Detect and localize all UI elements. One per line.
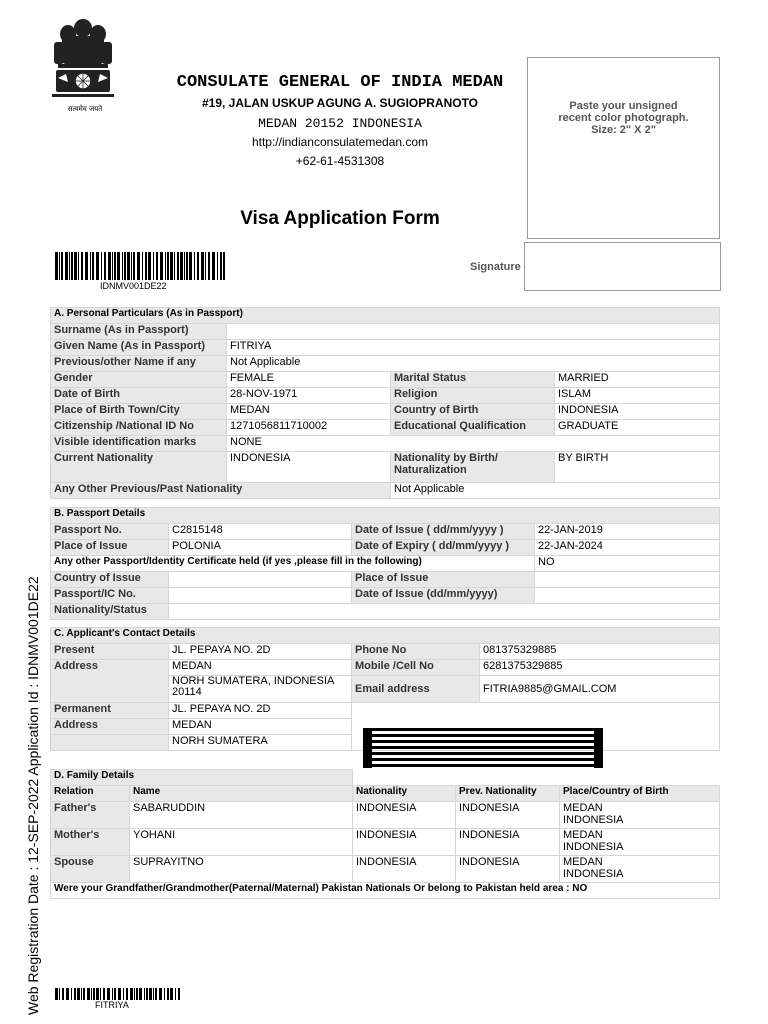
section-b-heading: B. Passport Details xyxy=(51,508,720,524)
prev-nationality-cell: INDONESIA xyxy=(456,856,560,883)
relation-cell: Mother's xyxy=(51,829,130,856)
col-name: Name xyxy=(130,786,353,802)
present-label: Present xyxy=(51,644,169,660)
perm-address-label: Address xyxy=(51,719,169,735)
pakistan-question: Were your Grandfather/Grandmother(Paternal/Maternal) Pakistan Nationals Or belong to Pakistan held area : NO xyxy=(51,883,720,899)
marks-label: Visible identification marks xyxy=(51,436,227,452)
passport-no-label: Passport No. xyxy=(51,524,169,540)
place-of-issue-label: Place of Issue xyxy=(51,540,169,556)
perm-address-blank xyxy=(51,735,169,751)
gender-label: Gender xyxy=(51,372,227,388)
previous-name-value: Not Applicable xyxy=(227,356,720,372)
place-of-issue-value: POLONIA xyxy=(169,540,352,556)
other-nationality-value: Not Applicable xyxy=(391,483,720,499)
passport-ic-value xyxy=(169,588,352,604)
date-of-issue-2-label: Date of Issue (dd/mm/yyyy) xyxy=(352,588,535,604)
name-cell: SUPRAYITNO xyxy=(130,856,353,883)
passport-details-table xyxy=(50,507,720,620)
pob-label: Place of Birth Town/City xyxy=(51,404,227,420)
name-cell: YOHANI xyxy=(130,829,353,856)
cob-label: Country of Birth xyxy=(391,404,555,420)
present-line1: JL. PEPAYA NO. 2D xyxy=(169,644,352,660)
table-row xyxy=(51,856,720,883)
email-label: Email address xyxy=(352,676,480,703)
nationality-status-value xyxy=(169,604,720,620)
given-name-value: FITRIYA xyxy=(227,340,720,356)
previous-name-label: Previous/other Name if any xyxy=(51,356,227,372)
consulate-city: MEDAN 20152 INDONESIA xyxy=(258,116,422,131)
phone-value: 081375329885 xyxy=(480,644,720,660)
marital-label: Marital Status xyxy=(391,372,555,388)
passport-no-value: C2815148 xyxy=(169,524,352,540)
section-a-heading: A. Personal Particulars (As in Passport) xyxy=(51,308,720,324)
place-cell: MEDAN INDONESIA xyxy=(560,802,720,829)
mobile-value: 6281375329885 xyxy=(480,660,720,676)
present-line3-4: NORH SUMATERA, INDONESIA 20114 xyxy=(169,676,352,703)
application-barcode xyxy=(55,252,225,280)
personal-particulars-table xyxy=(50,307,720,499)
given-name-label: Given Name (As in Passport) xyxy=(51,340,227,356)
country-of-issue-value xyxy=(169,572,352,588)
date-of-issue-value: 22-JAN-2019 xyxy=(535,524,720,540)
place-cell: MEDAN INDONESIA xyxy=(560,829,720,856)
perm-line1: JL. PEPAYA NO. 2D xyxy=(169,703,352,719)
nat-by-label: Nationality by Birth/ Naturalization xyxy=(391,452,555,483)
pob-value: MEDAN xyxy=(227,404,391,420)
consulate-title: CONSULATE GENERAL OF INDIA MEDAN xyxy=(176,73,504,92)
photo-box xyxy=(527,57,720,239)
other-passport-question: Any other Passport/Identity Certificate held (if yes ,please fill in the following) xyxy=(51,556,535,572)
relation-cell: Spouse xyxy=(51,856,130,883)
date-of-expiry-value: 22-JAN-2024 xyxy=(535,540,720,556)
col-place-of-birth: Place/Country of Birth xyxy=(560,786,720,802)
consulate-phone: +62-61-4531308 xyxy=(295,154,385,168)
permanent-label: Permanent xyxy=(51,703,169,719)
religion-label: Religion xyxy=(391,388,555,404)
email-value: FITRIA9885@GMAIL.COM xyxy=(480,676,720,703)
mobile-label: Mobile /Cell No xyxy=(352,660,480,676)
col-relation: Relation xyxy=(51,786,130,802)
consulate-address: #19, JALAN USKUP AGUNG A. SUGIOPRANOTO xyxy=(201,96,479,110)
data-barcode xyxy=(363,728,603,768)
nationality-label: Current Nationality xyxy=(51,452,227,483)
phone-label: Phone No xyxy=(352,644,480,660)
photo-instructions: Paste your unsigned recent color photograph. Size: 2" X 2" xyxy=(558,100,689,136)
place-of-issue-2-label: Place of Issue xyxy=(352,572,535,588)
date-of-expiry-label: Date of Expiry ( dd/mm/yyyy ) xyxy=(352,540,535,556)
religion-value: ISLAM xyxy=(555,388,720,404)
signature-box xyxy=(524,242,721,291)
prev-nationality-cell: INDONESIA xyxy=(456,829,560,856)
place-cell: MEDAN INDONESIA xyxy=(560,856,720,883)
country-of-issue-label: Country of Issue xyxy=(51,572,169,588)
table-row xyxy=(51,829,720,856)
national-id-value: 1271056811710002 xyxy=(227,420,391,436)
col-prev-nationality: Prev. Nationality xyxy=(456,786,560,802)
nationality-status-label: Nationality/Status xyxy=(51,604,169,620)
barcode-label: IDNMV001DE22 xyxy=(100,281,167,291)
consulate-url[interactable]: http://indianconsulatemedan.com xyxy=(251,135,429,149)
ashoka-emblem-icon xyxy=(48,14,118,118)
education-value: GRADUATE xyxy=(555,420,720,436)
perm-line3: NORH SUMATERA xyxy=(169,735,352,751)
address-label: Address xyxy=(51,660,169,703)
cob-value: INDONESIA xyxy=(555,404,720,420)
dob-value: 28-NOV-1971 xyxy=(227,388,391,404)
present-line2: MEDAN xyxy=(169,660,352,676)
prev-nationality-cell: INDONESIA xyxy=(456,802,560,829)
marks-value: NONE xyxy=(227,436,720,452)
dob-label: Date of Birth xyxy=(51,388,227,404)
date-of-issue-2-value xyxy=(535,588,720,604)
family-details-table xyxy=(50,769,720,899)
gender-value: FEMALE xyxy=(227,372,391,388)
other-passport-answer: NO xyxy=(535,556,720,572)
nationality-cell: INDONESIA xyxy=(353,856,456,883)
national-id-label: Citizenship /National ID No xyxy=(51,420,227,436)
side-registration-text: Web Registration Date : 12-SEP-2022 Application Id : IDNMV001DE22 xyxy=(25,576,41,1015)
other-nationality-label: Any Other Previous/Past Nationality xyxy=(51,483,391,499)
surname-value xyxy=(227,324,720,340)
col-nationality: Nationality xyxy=(353,786,456,802)
relation-cell: Father's xyxy=(51,802,130,829)
place-of-issue-2-value xyxy=(535,572,720,588)
passport-ic-label: Passport/IC No. xyxy=(51,588,169,604)
perm-line2: MEDAN xyxy=(169,719,352,735)
table-row xyxy=(51,802,720,829)
marital-value: MARRIED xyxy=(555,372,720,388)
nationality-cell: INDONESIA xyxy=(353,829,456,856)
bottom-barcode-label: FITRIYA xyxy=(95,1000,129,1010)
section-c-heading: C. Applicant's Contact Details xyxy=(51,628,720,644)
signature-label: Signature xyxy=(470,261,521,273)
bottom-barcode xyxy=(55,988,180,1000)
name-cell: SABARUDDIN xyxy=(130,802,353,829)
surname-label: Surname (As in Passport) xyxy=(51,324,227,340)
nationality-value: INDONESIA xyxy=(227,452,391,483)
section-d-heading: D. Family Details xyxy=(51,770,353,786)
nat-by-value: BY BIRTH xyxy=(555,452,720,483)
form-title: Visa Application Form xyxy=(240,208,440,229)
nationality-cell: INDONESIA xyxy=(353,802,456,829)
education-label: Educational Qualification xyxy=(391,420,555,436)
date-of-issue-label: Date of Issue ( dd/mm/yyyy ) xyxy=(352,524,535,540)
emblem-motto: सत्यमेव जयते xyxy=(67,105,103,113)
